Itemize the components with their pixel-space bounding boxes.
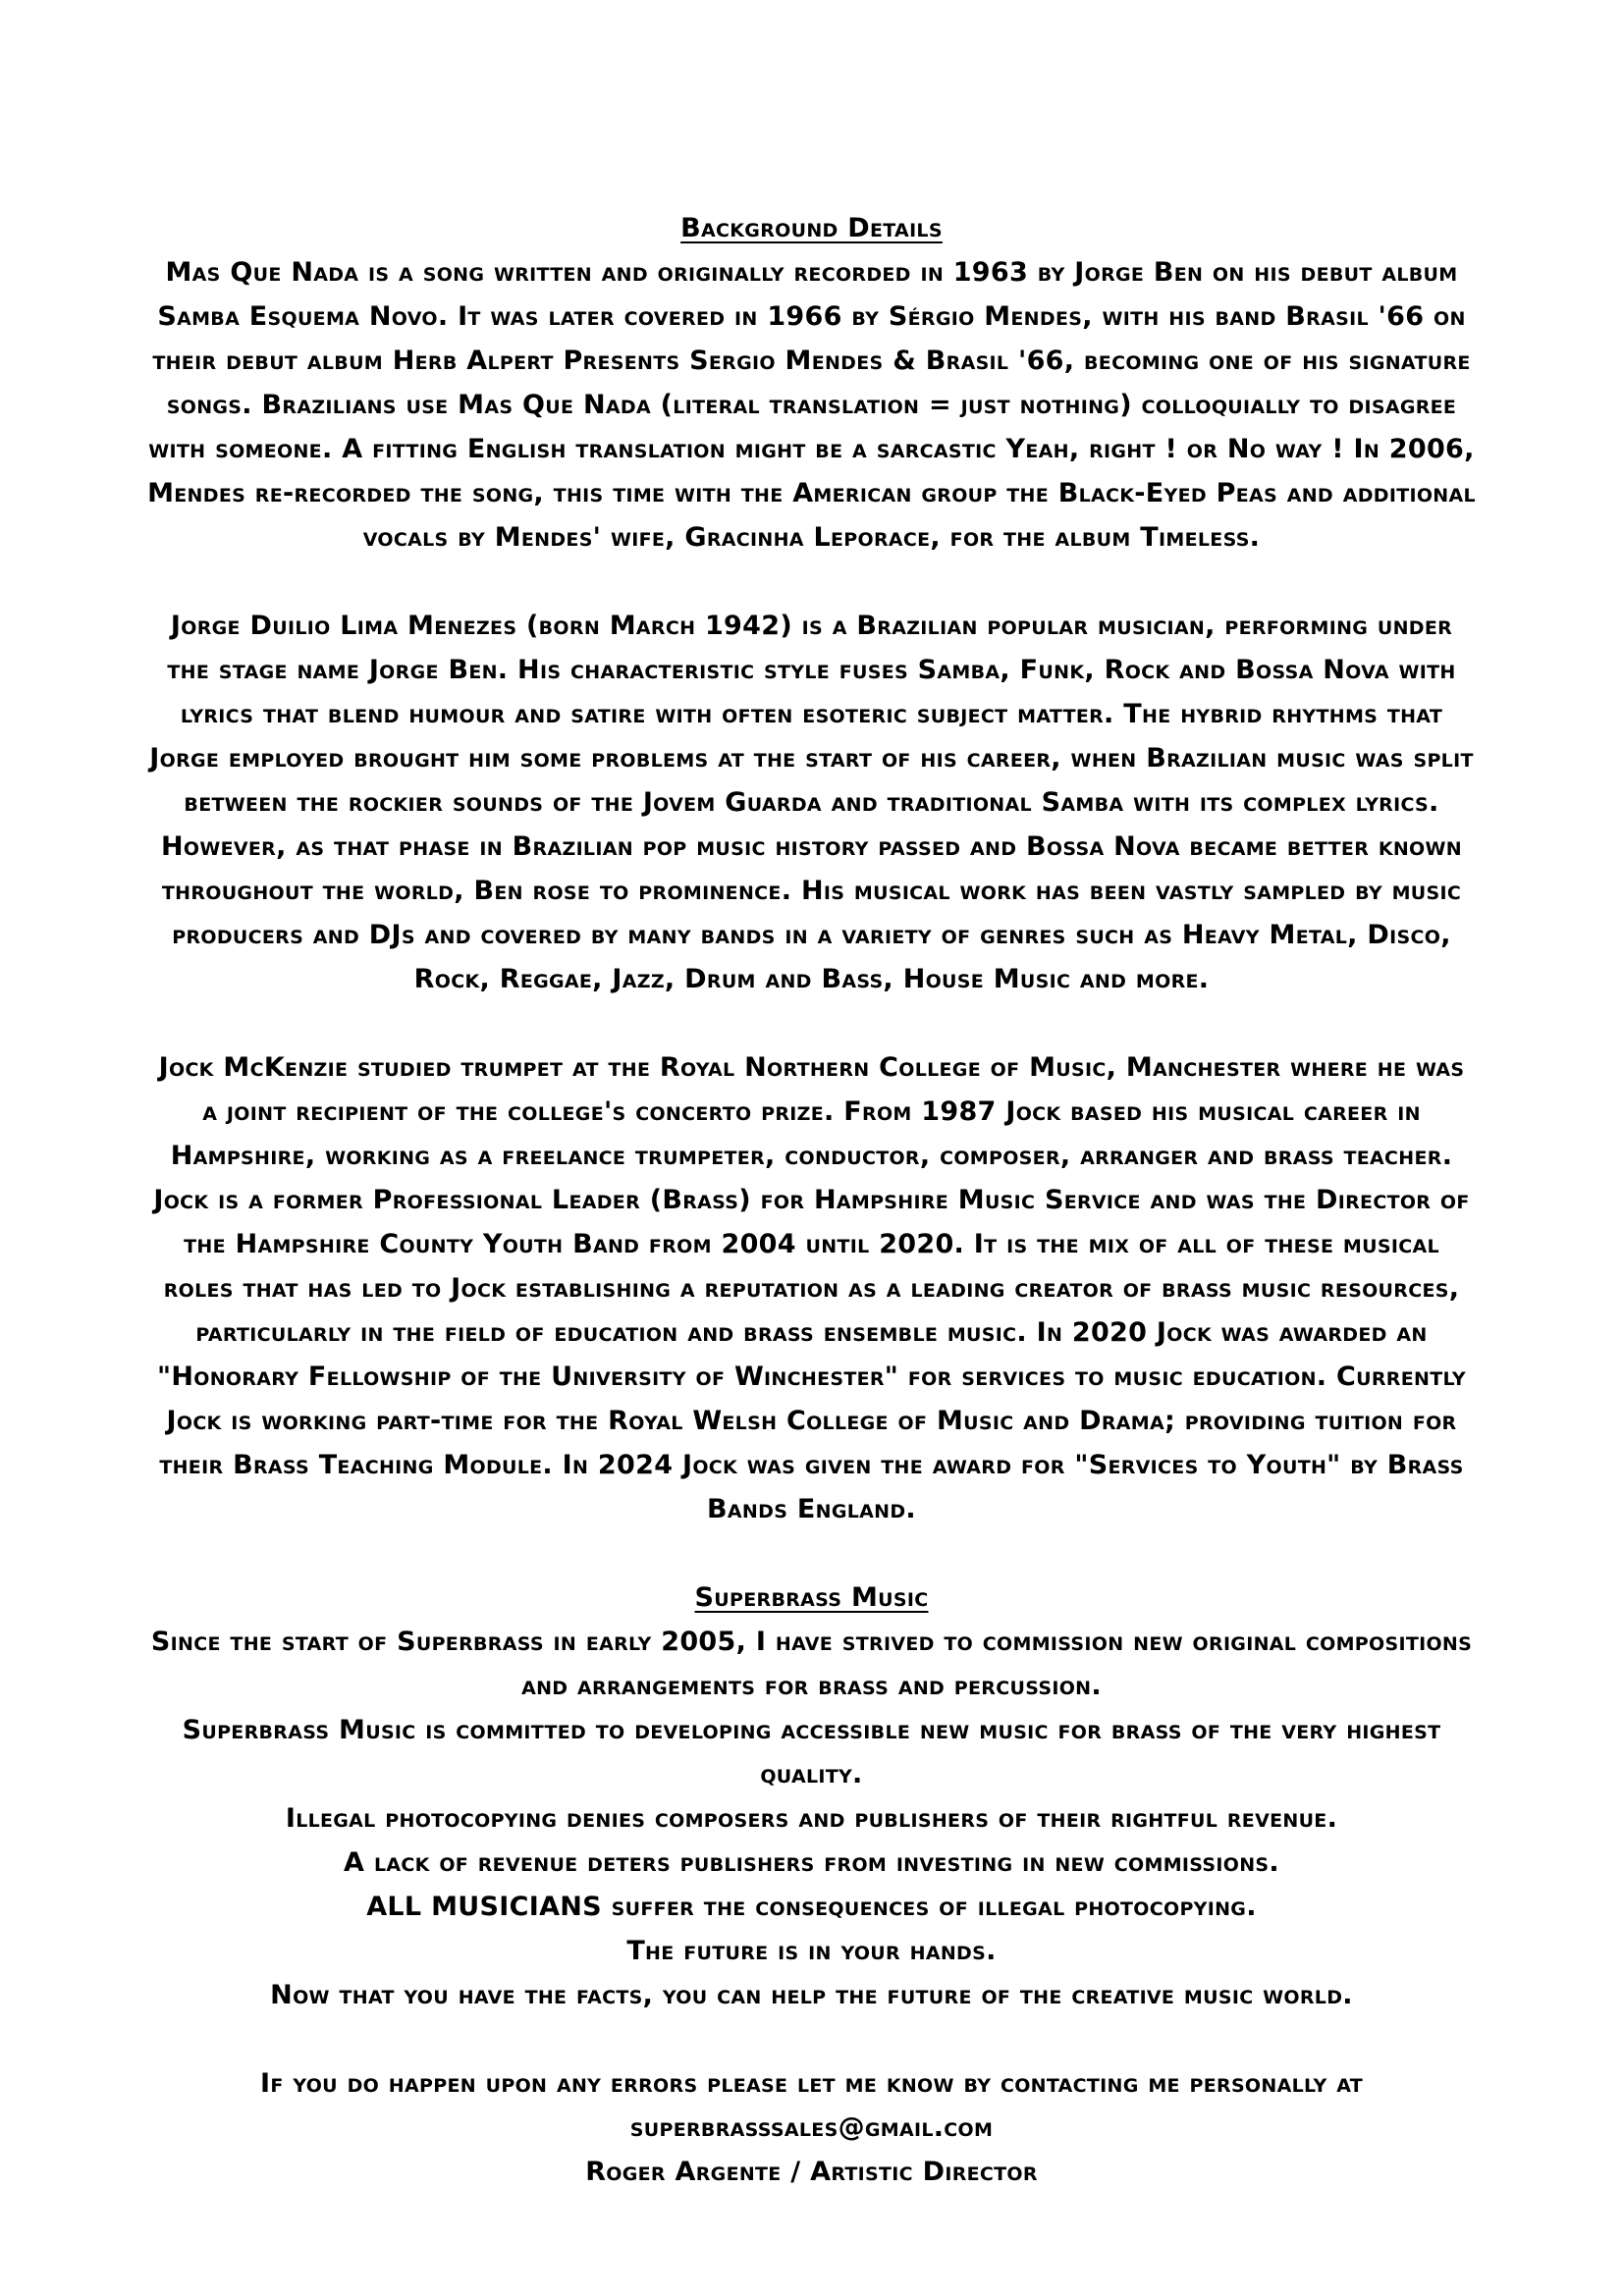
superbrass-line: ALL MUSICIANS suffer the consequences of illegal photocopying. xyxy=(366,1892,1257,1922)
superbrass-line: Now that you have the facts, you can help the future of the creative music world. xyxy=(270,1980,1353,2010)
paragraph-spacer xyxy=(147,1531,1476,1575)
paragraph-spacer xyxy=(147,1001,1476,1045)
signature: Roger Argente / Artistic Director xyxy=(585,2157,1038,2187)
mas-que-nada-paragraph: Mas Que Nada is a song written and originally recorded in 1963 by Jorge Ben on his debut album Samba Esquema Novo. It was later covered in 1966 by Sérgio Mendes, with his band Brasil '66 on their debut album Herb Alpert Presents Sergio Mendes & Brasil '66, becoming one of his signature songs. Brazilians use Mas Que Nada (literal translation = just nothing) colloquially to disagree with someone. A fitting English translation might be a sarcastic Yeah, right ! or No way ! In 2006, Mendes re-recorded the song, this time with the American group the Black-Eyed Peas and additional vocals by Mendes' wife, Gracinha Leporace, for the album Timeless. xyxy=(147,257,1476,553)
background-details-heading: Background Details xyxy=(680,213,943,243)
document-page xyxy=(147,206,1476,2194)
paragraph-spacer xyxy=(147,560,1476,604)
contact-text: If you do happen upon any errors please let me know by contacting me personally at xyxy=(260,2068,1363,2099)
superbrass-line: The future is in your hands. xyxy=(626,1936,997,1966)
contact-email-link[interactable]: superbrasssales@gmail.com xyxy=(629,2112,994,2143)
jorge-ben-paragraph: Jorge Duilio Lima Menezes (born March 1942) is a Brazilian popular musician, performing under the stage name Jorge Ben. His characteristic style fuses Samba, Funk, Rock and Bossa Nova with lyrics that blend humour and satire with often esoteric subject matter. The hybrid rhythms that Jorge employed brought him some problems at the start of his career, when Brazilian music was split between the rockier sounds of the Jovem Guarda and traditional Samba with its complex lyrics. However, as that phase in Brazilian pop music history passed and Bossa Nova became better known throughout the world, Ben rose to prominence. His musical work has been vastly sampled by music producers and DJs and covered by many bands in a variety of genres such as Heavy Metal, Disco, Rock, Reggae, Jazz, Drum and Bass, House Music and more. xyxy=(149,611,1474,994)
paragraph-spacer xyxy=(147,2017,1476,2061)
superbrass-music-heading: Superbrass Music xyxy=(694,1582,929,1613)
superbrass-line: Since the start of Superbrass in early 2005, I have strived to commission new original compositions and arrangements for brass and percussion. xyxy=(150,1627,1473,1701)
superbrass-line: A lack of revenue deters publishers from investing in new commissions. xyxy=(344,1847,1279,1878)
superbrass-line: Illegal photocopying denies composers and publishers of their rightful revenue. xyxy=(285,1803,1338,1834)
jock-mckenzie-paragraph: Jock McKenzie studied trumpet at the Royal Northern College of Music, Manchester where he was a joint recipient of the college's concerto prize. From 1987 Jock based his musical career in Hampshire, working as a freelance trumpeter, conductor, composer, arranger and brass teacher. Jock is a former Professional Leader (Brass) for Hampshire Music Service and was the Director of the Hampshire County Youth Band from 2004 until 2020. It is the mix of all of these musical roles that has led to Jock establishing a reputation as a leading creator of brass music resources, particularly in the field of education and brass ensemble music. In 2020 Jock was awarded an "Honorary Fellowship of the University of Winchester" for services to music education. Currently Jock is working part-time for the Royal Welsh College of Music and Drama; providing tuition for their Brass Teaching Module. In 2024 Jock was given the award for "Services to Youth" by Brass Bands England. xyxy=(153,1052,1470,1524)
superbrass-line: Superbrass Music is committed to developing accessible new music for brass of the very highest quality. xyxy=(182,1715,1441,1789)
